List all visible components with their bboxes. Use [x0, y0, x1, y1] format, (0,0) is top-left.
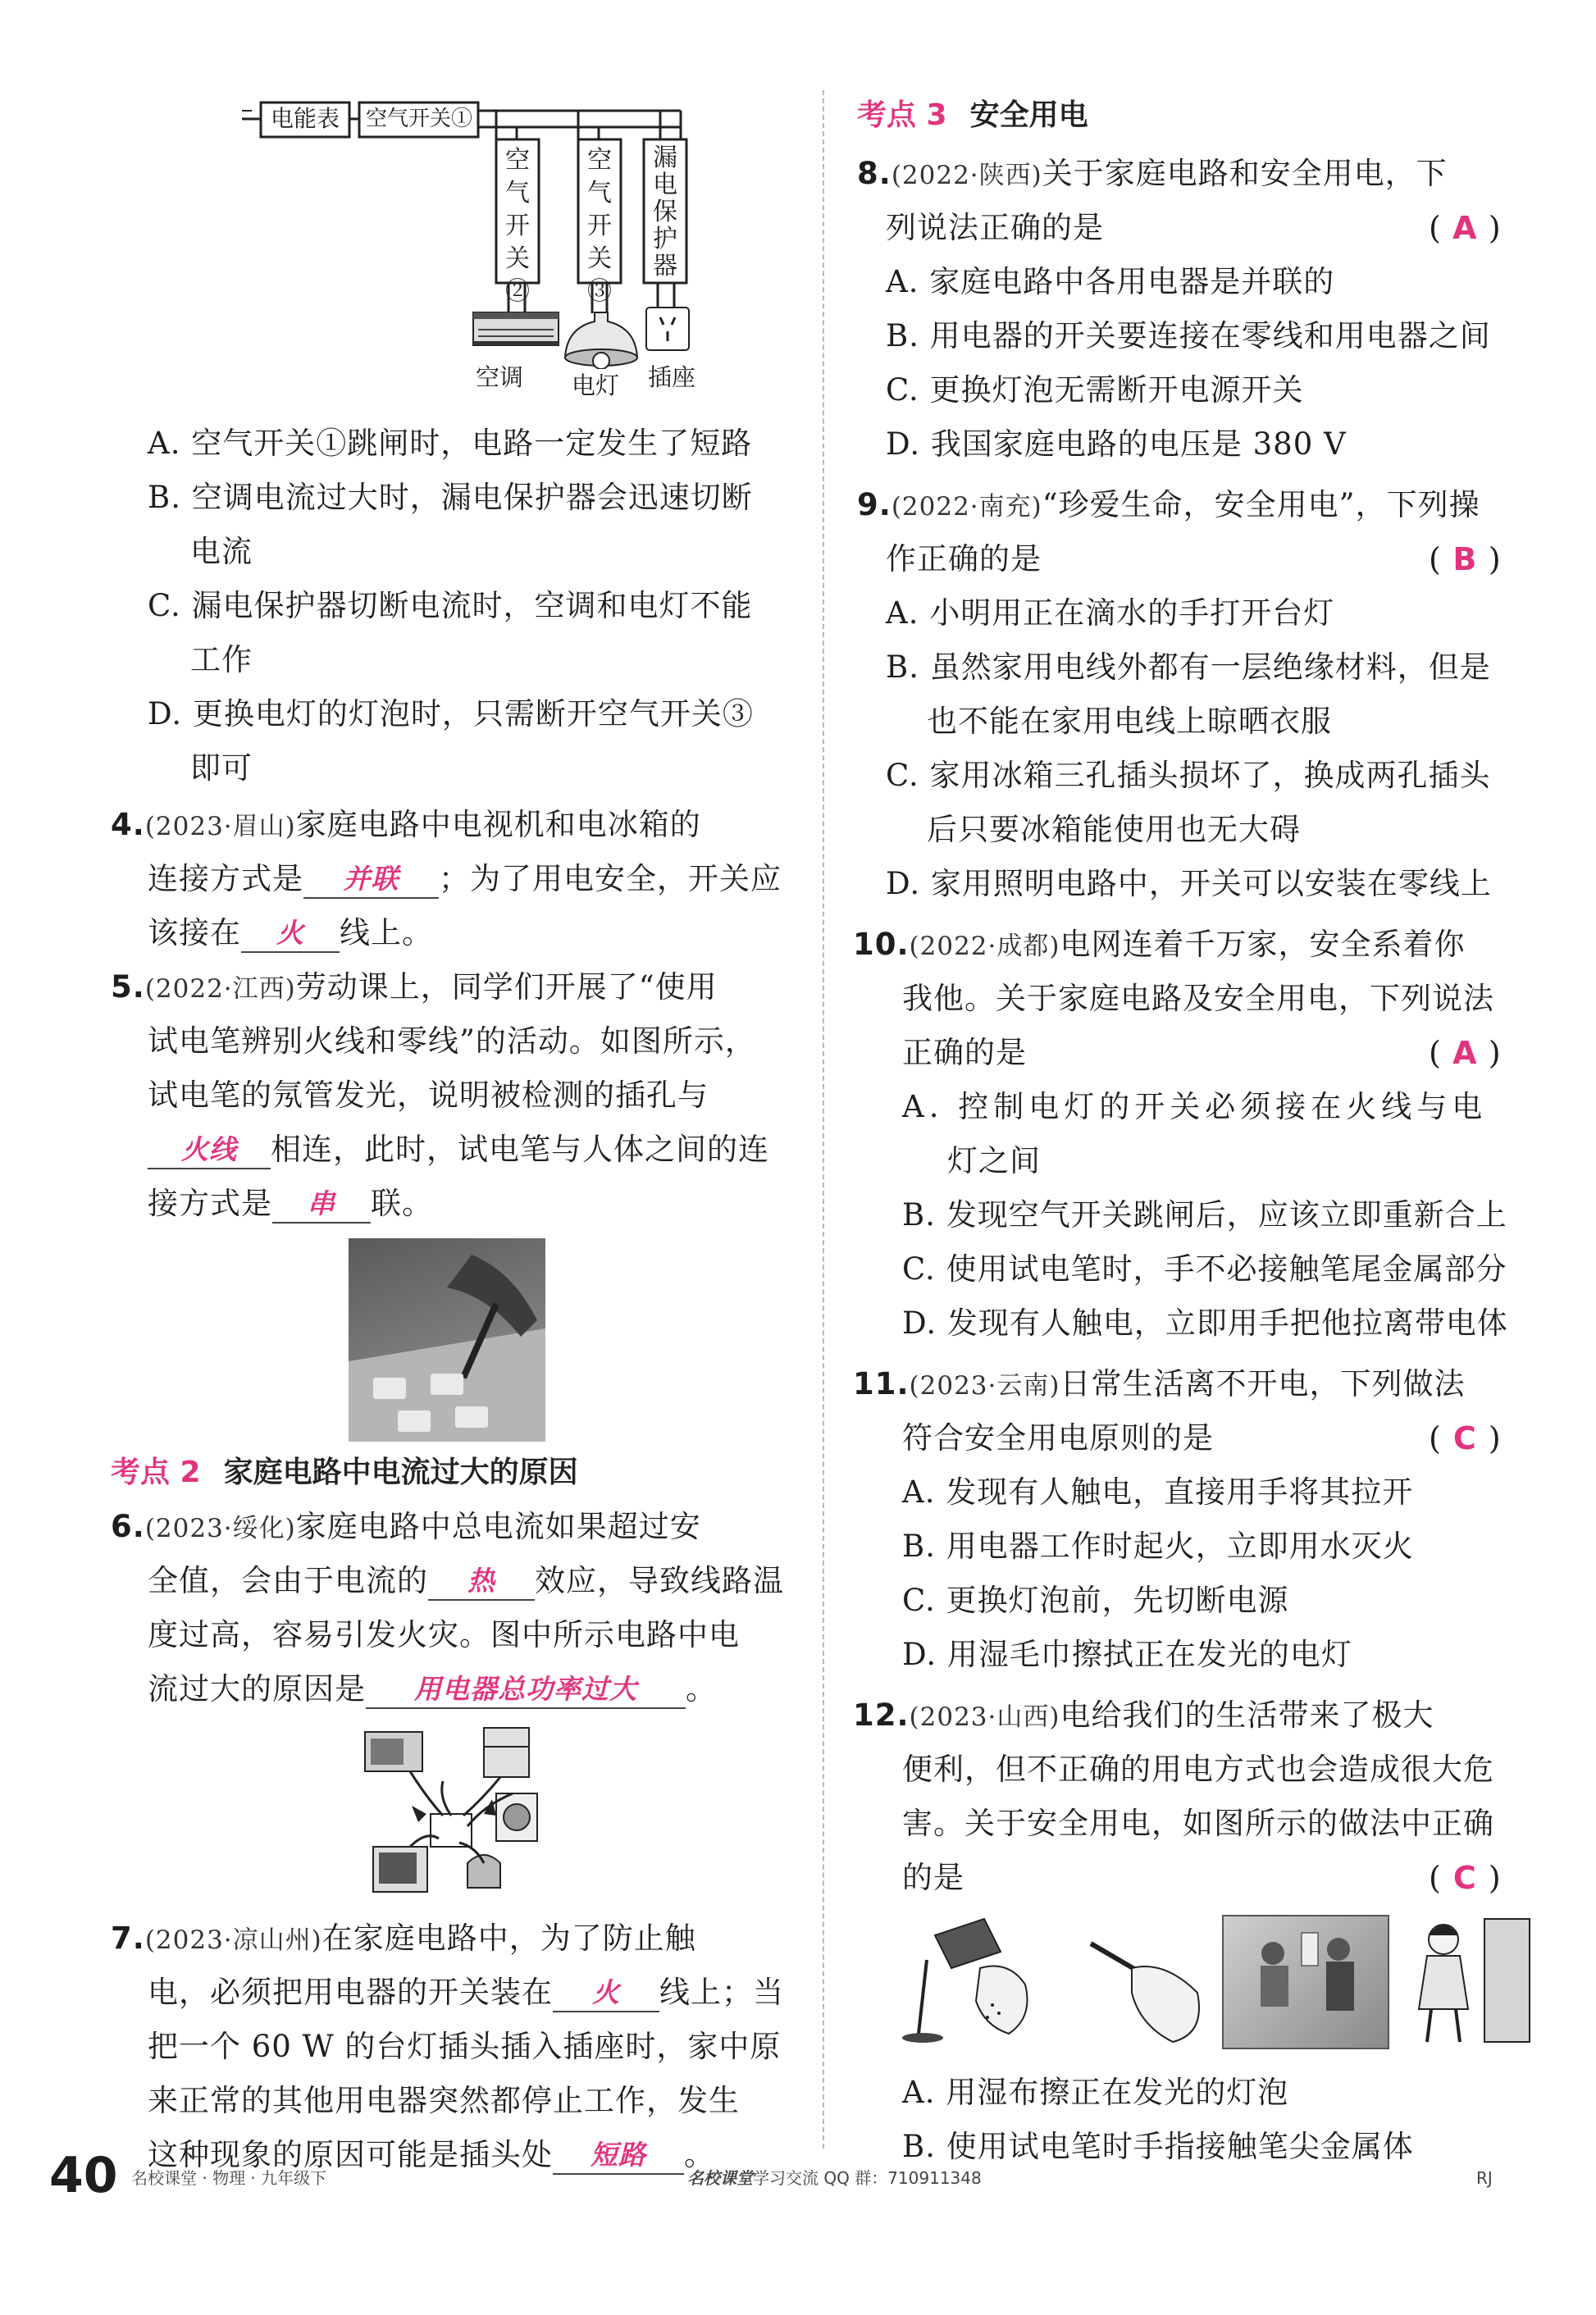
- q7-blank2: 短路: [553, 2137, 684, 2175]
- q3-option-c: C. 漏电保护器切断电流时，空调和电灯不能: [148, 588, 753, 623]
- q5-source: (2022·江西): [144, 974, 296, 1004]
- meter-label: 电能表: [270, 105, 340, 132]
- q7-line2: 电，必须把用电器的开关装在 火 线上；当: [148, 1973, 784, 2012]
- q7-line3: 把一个 60 W 的台灯插头插入插座时，家中原: [148, 2029, 782, 2064]
- q10-option-b: B. 发现空气开关跳闸后，应该立即重新合上: [902, 1197, 1507, 1233]
- q9-line1: 9.(2022·南充)“珍爱生命，安全用电”，下列操: [857, 487, 1480, 522]
- q12-number: 12.: [853, 1698, 910, 1733]
- q12-line1: 12.(2023·山西)电给我们的生活带来了极大: [853, 1698, 1434, 1733]
- q8-option-d: D. 我国家庭电路的电压是 380 V: [886, 426, 1347, 462]
- q8-line2: 列说法正确的是: [886, 210, 1104, 245]
- column-divider: [823, 90, 824, 2149]
- test-pen-photo: [349, 1238, 545, 1442]
- q6-line3: 度过高，容易引发火灾。图中所示电路中电: [148, 1617, 740, 1652]
- circuit-diagram: [234, 90, 701, 406]
- breaker1-label: 空气开关①: [365, 107, 472, 131]
- footer-brand: [687, 2167, 982, 2190]
- q10-answer: ( A ): [1429, 1035, 1501, 1071]
- q8-line1: 8.(2022·陕西)关于家庭电路和安全用电，下: [857, 156, 1448, 191]
- q6-line4: 流过大的原因是 用电器总功率过大 。: [148, 1670, 717, 1709]
- girl-near-meter-drawing: [1394, 1911, 1534, 2050]
- q8-number: 8.: [857, 156, 891, 191]
- q9-source: (2022·南充): [891, 492, 1042, 522]
- q12-line2: 便利，但不正确的用电方式也会造成很大危: [902, 1752, 1494, 1787]
- q7-line1: 7.(2023·凉山州)在家庭电路中，为了防止触: [111, 1921, 696, 1956]
- q9-answer: ( B ): [1429, 541, 1501, 577]
- q10-line3: 正确的是: [902, 1035, 1027, 1070]
- q5-blank2: 串: [272, 1186, 371, 1224]
- q11-line2: 符合安全用电原则的是: [902, 1420, 1214, 1456]
- q11-option-a: A. 发现有人触电，直接用手将其拉开: [902, 1474, 1414, 1510]
- q3-option-c-cont: 工作: [190, 642, 253, 677]
- q8-answer: ( A ): [1429, 210, 1501, 246]
- q9-option-d: D. 家用照明电路中，开关可以安装在零线上: [886, 866, 1492, 901]
- lamp-label: 电灯: [572, 371, 620, 399]
- q10-option-a-cont: 灯之间: [947, 1143, 1041, 1178]
- q6-source: (2023·绥化): [144, 1514, 296, 1543]
- q10-line1: 10.(2022·成都)电网连着千万家，安全系着你: [853, 927, 1466, 962]
- wet-cloth-lamp-drawing: [902, 1911, 1066, 2050]
- q9-option-c: C. 家用冰箱三孔插头损坏了，换成两孔插头: [886, 758, 1491, 793]
- socket-icon: [644, 305, 691, 353]
- q10-option-a: A. 控制电灯的开关必须接在火线与电: [902, 1089, 1488, 1124]
- footer-brand-logo: 名校课堂: [687, 2168, 753, 2188]
- q12-option-a: A. 用湿布擦正在发光的灯泡: [902, 2075, 1289, 2110]
- q10-source: (2022·成都): [909, 932, 1060, 961]
- q11-line1: 11.(2023·云南)日常生活离不开电，下列做法: [853, 1366, 1466, 1401]
- section-heading-3: [857, 96, 1088, 135]
- footer-edition: RJ: [1476, 2168, 1493, 2188]
- footer-qq: 学习交流 QQ 群：710911348: [753, 2168, 982, 2188]
- q9-option-b-cont: 也不能在家用电线上晾晒衣服: [927, 704, 1332, 739]
- overloaded-socket-illustration: [361, 1724, 541, 1904]
- section-tag-2: 考点 2: [111, 1456, 201, 1489]
- overloaded-socket-drawing: [361, 1724, 541, 1904]
- q5-line3: 试电笔的氖管发光，说明被检测的插孔与: [148, 1078, 709, 1113]
- q10-line2: 我他。关于家庭电路及安全用电，下列说法: [902, 981, 1494, 1016]
- section-title-3: 安全用电: [969, 98, 1088, 132]
- q7-source: (2023·凉山州): [144, 1925, 322, 1955]
- section-tag-3: 考点 3: [857, 98, 947, 132]
- lamp-icon: [562, 310, 641, 369]
- ac-label: 空调: [476, 363, 524, 391]
- q8-option-c: C. 更换灯泡无需断开电源开关: [886, 372, 1304, 408]
- footer-book-title: 名校课堂 · 物理 · 九年级下: [131, 2168, 327, 2188]
- q6-line2: 全值，会由于电流的 热 效应，导致线路温: [148, 1561, 784, 1601]
- q11-option-b: B. 用电器工作时起火，立即用水灭火: [902, 1529, 1414, 1564]
- q6-number: 6.: [111, 1509, 145, 1544]
- section-heading-2: [111, 1453, 578, 1492]
- q6-blank2: 用电器总功率过大: [366, 1671, 686, 1709]
- q12-answer: ( C ): [1429, 1860, 1501, 1896]
- q6-blank1: 热: [428, 1563, 535, 1601]
- q12-line4: 的是: [902, 1860, 964, 1895]
- q9-option-c-cont: 后只要冰箱能使用也无大碍: [927, 812, 1301, 847]
- socket-label: 插座: [648, 363, 696, 391]
- q4-line1: 4.(2023·眉山)家庭电路中电视机和电冰箱的: [111, 807, 701, 842]
- q8-option-b: B. 用电器的开关要连接在零线和用电器之间: [886, 318, 1491, 353]
- power-off-before-repair-photo: [1222, 1915, 1389, 2049]
- q10-number: 10.: [853, 927, 910, 962]
- q3-option-d-cont: 即可: [190, 750, 253, 786]
- q10-option-c: C. 使用试电笔时，手不必接触笔尾金属部分: [902, 1251, 1507, 1287]
- q11-option-d: D. 用湿毛巾擦拭正在发光的电灯: [902, 1637, 1352, 1672]
- q7-number: 7.: [111, 1921, 145, 1956]
- q5-line1: 5.(2022·江西)劳动课上，同学们开展了“使用: [111, 969, 718, 1005]
- q5-number: 5.: [111, 969, 145, 1005]
- q6-line1: 6.(2023·绥化)家庭电路中总电流如果超过安: [111, 1509, 701, 1544]
- test-pen-hand-drawing: [1074, 1911, 1214, 2050]
- q12-source: (2023·山西): [909, 1702, 1060, 1732]
- q10-option-d: D. 发现有人触电，立即用手把他拉离带电体: [902, 1306, 1508, 1341]
- q8-source: (2022·陕西): [891, 161, 1042, 190]
- page-number: 40: [49, 2147, 118, 2204]
- section-title-2: 家庭电路中电流过大的原因: [223, 1456, 578, 1489]
- q12-illustrations: [902, 1911, 1534, 2054]
- q5-line5: 接方式是 串 联。: [148, 1184, 433, 1224]
- q7-blank1: 火: [553, 1975, 659, 2012]
- q4-source: (2023·眉山): [144, 812, 296, 841]
- q7-line5: 这种现象的原因可能是插头处 短路 。: [148, 2135, 715, 2175]
- q11-option-c: C. 更换灯泡前，先切断电源: [902, 1583, 1289, 1618]
- q5-line4: 火线 相连，此时，试电笔与人体之间的连: [148, 1130, 769, 1169]
- q8-option-a: A. 家庭电路中各用电器是并联的: [886, 264, 1335, 299]
- q4-line3: 该接在 火 线上。: [148, 914, 433, 953]
- breaker2-label: 空气开关②: [505, 146, 530, 306]
- q5-blank1: 火线: [148, 1132, 271, 1169]
- q9-line2: 作正确的是: [886, 541, 1042, 576]
- q4-line2: 连接方式是 并联 ；为了用电安全，开关应: [148, 859, 782, 899]
- breaker3-label: 空气开关③: [587, 146, 612, 306]
- q11-answer: ( C ): [1429, 1420, 1501, 1456]
- q12-line3: 害。关于安全用电，如图所示的做法中正确: [902, 1806, 1494, 1841]
- q4-blank2: 火: [241, 915, 340, 953]
- test-pen-photo-drawing: [349, 1238, 545, 1442]
- q5-line2: 试电笔辨别火线和零线”的活动。如图所示，: [148, 1023, 756, 1059]
- q7-line4: 来正常的其他用电器突然都停止工作，发生: [148, 2083, 740, 2118]
- leak-protector-label: 漏电保护器: [653, 144, 677, 280]
- q4-number: 4.: [111, 807, 145, 842]
- q12-option-b: B. 使用试电笔时手指接触笔尖金属体: [902, 2129, 1414, 2164]
- q9-option-b: B. 虽然家用电线外都有一层绝缘材料，但是: [886, 649, 1491, 685]
- air-conditioner-icon: [472, 310, 562, 351]
- q9-option-a: A. 小明用正在滴水的手打开台灯: [886, 595, 1335, 631]
- q3-option-a: A. 空气开关①跳闸时，电路一定发生了短路: [148, 426, 753, 461]
- q11-number: 11.: [853, 1366, 910, 1401]
- q9-number: 9.: [857, 487, 891, 522]
- q4-blank1: 并联: [303, 861, 439, 899]
- q3-option-b: B. 空调电流过大时，漏电保护器会迅速切断: [148, 480, 753, 515]
- q3-option-b-cont: 电流: [190, 534, 253, 569]
- repair-scene-drawing: [1224, 1916, 1388, 2048]
- q11-source: (2023·云南): [909, 1371, 1060, 1401]
- q3-option-d: D. 更换电灯的灯泡时，只需断开空气开关③: [148, 696, 754, 731]
